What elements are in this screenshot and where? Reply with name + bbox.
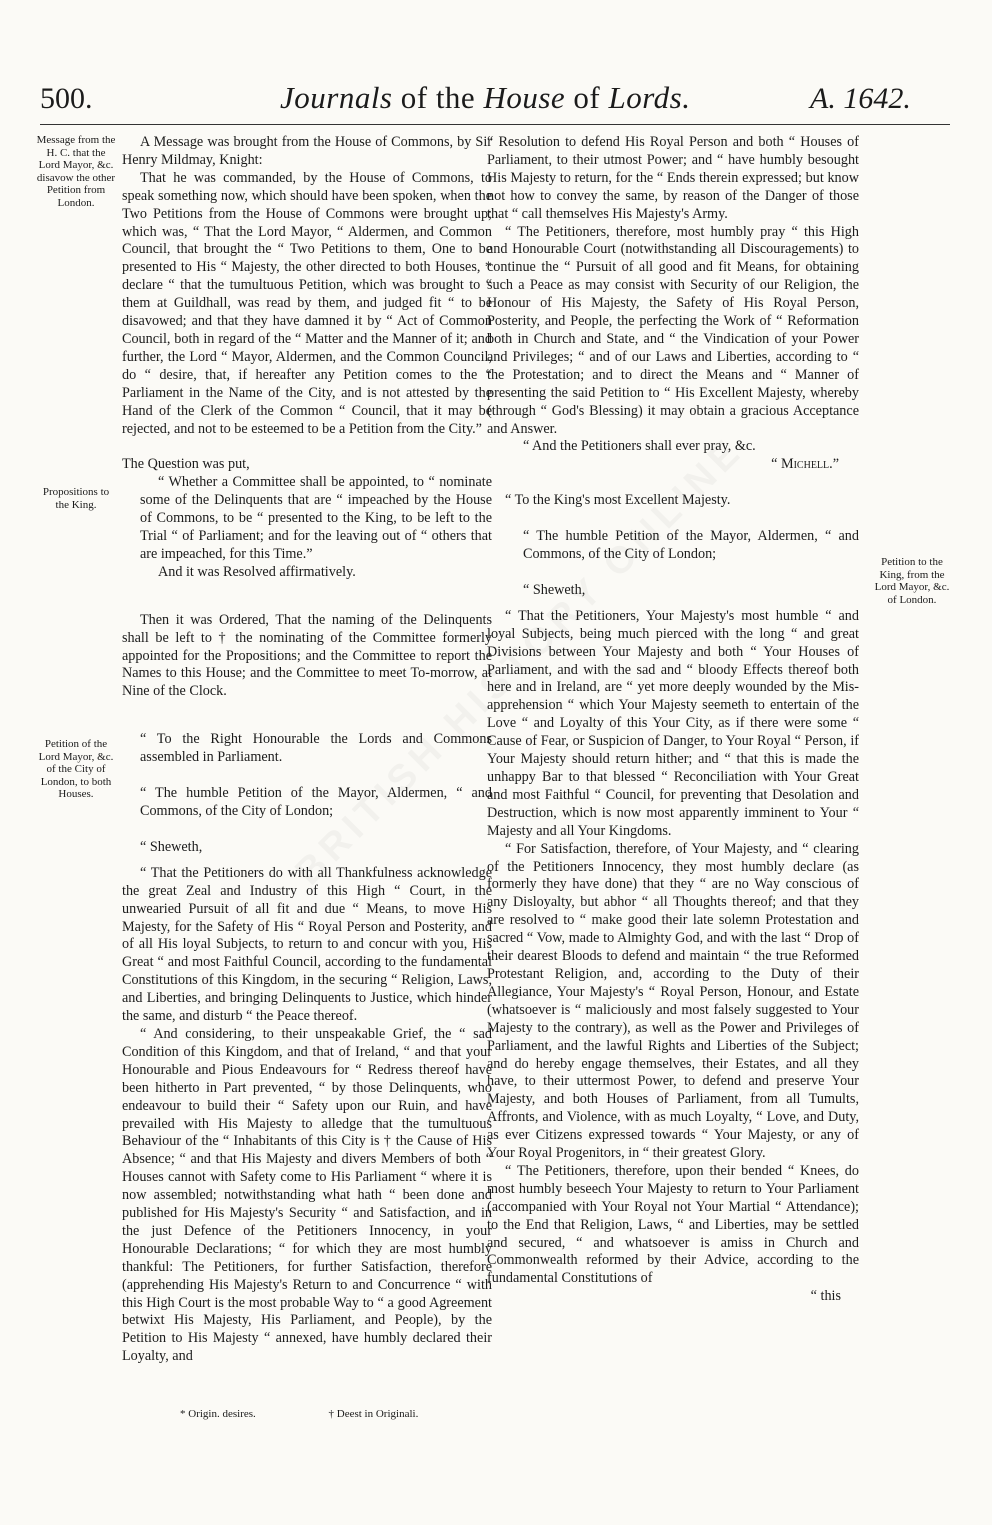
right-column [487,134,859,1306]
title-part: House [483,80,574,115]
catchword: “ this [810,1288,841,1305]
footnote: † Deest in Originali. [328,1408,419,1420]
header-rule [40,124,950,125]
left-column [122,134,492,1366]
margin-note-petition-king: Petition to the King, from the Lord Mayor, &c. of London. [874,556,950,606]
paragraph: “ That the Petitioners do with all Thankfulness acknowledge the great Zeal and Industry of this High “ Court, in the unwearied Pursuit of all fit and due “ Means, to move His Majesty, for the Safety of His “ Royal Person and Posterity, and of all His loyal Subjects, to return to and concur with you, His Great “ and most Faithful Council, according to the fundamental Constitutions of this Kingdom, in the securing “ Religion, Laws, and Liberties, and bringing Delinquents to Justice, which hinder the same, and disturb “ the Peace thereof. [122,864,492,1025]
paragraph: That he was commanded, by the House of Commons, to speak something now, which should have been spoken, when the Two Petitions from the House of Commons were brought up; which was, “ That the Lord Mayor, “ Aldermen, and Common Council, that brought the “ Two Petitions to them, One to be presented to His “ Majesty, the other directed to both Houses, * declare “ that the tumultuous Petition, which was brought to “ them at Guildhall, was read by them, and judged fit “ to be disavowed; and that they have damned it by “ Act of Common Council, both in regard of the “ Matter and the Manner of it; and further, the Lord “ Mayor, Aldermen, and the Common Council, do “ desire, that, if hereafter any Petition comes to the “ Parliament in the Name of the City, and is not attested by the Hand of the Clerk of the Common “ Council, that it may be rejected, and not to be esteemed to be a Petition from the City.” [122,169,492,437]
margin-note-petition-lords: Petition of the Lord Mayor, &c. of the City of London, to both Houses. [38,738,114,800]
paragraph: And it was Resolved affirmatively. [158,563,356,580]
paragraph: “ Resolution to defend His Royal Person and both “ Houses of Parliament, to their utmost Power; and “ have humbly besought His Majesty to return, for the “ Ends therein expressed; but know not how to convey the same, by reason of the Danger of those that “ call themselves His Majesty's Army. [487,134,859,222]
title-part: of the [400,80,484,115]
sheweth: “ Sheweth, [140,838,203,855]
paragraph: “ And considering, to their unspeakable Grief, the “ sad Condition of this Kingdom, and that of Ireland, “ and that your Honourable and Pious Endeavours for “ Redress thereof have been hitherto in Part prevented, “ by those Delinquents, who endeavour to build their “ Safety upon our Ruin, and have prevailed with His Majesty to alledge that the tumultuous Behaviour of the “ Inhabitants of this City is † the Cause of His Absence; “ and that His Majesty and divers Members of both “ Houses cannot with Safety come to His Parliament “ where it is now assembled; notwithstanding what hath “ been done and published for His Majesty's Security “ and Satisfaction, and in the just Defence of the Petitioners Innocency, in your Honourable Declarations; “ for which they are most humbly thankful: The Petitioners, for further Satisfaction, therefore (apprehending His Majesty's Return to and Concurrence “ with this High Court is the most probable Way to “ a good Agreement betwixt His Majesty, His Parliament, and People), by the Petition to His Majesty “ annexed, have humbly declared their Loyalty, and [122,1025,492,1365]
paragraph: “ That the Petitioners, Your Majesty's most humble “ and loyal Subjects, being much pierced with the long “ and great Divisions between Your Majesty and both “ Your Houses of Parliament, and with the sad and “ bloody Effects thereof both here and in Ireland, are “ yet more deeply wounded by the Mis-apprehension “ which Your Majesty seemeth to entertain of the Love “ and Loyalty of this Your City, as if there were some “ Cause of Fear, or Suspicion of Danger, to Your Royal “ Person, if Your Majesty should return hither; and “ that this is made the unhappy Bar to that blessed “ Reconciliation with Your Great and most Faithful “ Council, for preventing that Desolation and Destruction, which is now most apparently imminent to Your “ Majesty and all Your Kingdoms. [487,607,859,839]
address-line: “ To the King's most Excellent Majesty. [505,492,731,509]
footnote: * Origin. desires. [180,1408,256,1420]
signature: “ Michell.” [771,456,839,473]
sheweth: “ Sheweth, [523,581,586,598]
paragraph: “ Whether a Committee shall be appointed, to “ nominate some of the Delinquents that are “ impeached by the House of Commons, to be “ presented to the King, to be left to the Trial “ of Parliament; and for the leaving out of “ others that are impeached, for this Time.” [140,474,492,562]
margin-note-message: Message from the H. C. that the Lord Mayor, &c. disavow the other Petition from London. [36,134,116,209]
page-number: 500. [40,82,93,115]
footnotes [180,1408,488,1420]
title-part: Lords. [608,80,691,115]
margin-note-propositions: Propositions to the King. [42,486,110,511]
paragraph: “ And the Petitioners shall ever pray, &c. [523,438,756,455]
petition-title: “ The humble Petition of the Mayor, Aldermen, “ and Commons, of the City of London; [140,785,492,819]
paragraph: The Question was put, [122,456,250,473]
paragraph: Then it was Ordered, That the naming of the Delinquents shall be left to † the nominating of the Committee formerly appointed for the Propositions; and the Committee to report the Names to this House; and the Committee to meet To-morrow, at Nine of the Clock. [122,611,492,700]
title-part: of [573,80,609,115]
paragraph: “ The Petitioners, therefore, most humbly pray “ this High and Honourable Court (notwithstanding all Discouragements) to continue the “ Pursuit of all good and fit Means, for obtaining such a Peace as may consist with Security of our Religion, the Honour of His Majesty, the Safety of His Royal Person, Posterity, and People, the perfecting the Work of “ Reformation both in Church and State, and “ the Vindication of your Power and Privileges; “ and of our Laws and Liberties, according to “ the Protestation; and to direct the Means and “ Manner of presenting the said Petition to “ His Excellent Majesty, whereby (through “ God's Blessing) it may obtain a gracious Acceptance and Answer. [487,223,859,437]
paragraph: A Message was brought from the House of Commons, by Sir Henry Mildmay, Knight: [122,134,492,168]
title-part: Journals [280,80,401,115]
address-line: “ To the Right Honourable the Lords and Commons assembled in Parliament. [140,731,492,766]
paragraph: “ For Satisfaction, therefore, of Your Majesty, and “ clearing of the Petitioners Innocency, they most humbly declare (as formerly they have done) that they “ are no Way conscious of any Disloyalty, but abhor “ all Thoughts thereof; and that they are resolved to “ make good their late solemn Protestation and sacred “ Vow, made to Almighty God, and with the last “ Drop of their dearest Bloods to defend and maintain “ the true Reformed Protestant Religion, and, according to the Duty of their Allegiance, Your Majesty's “ Royal Person, Honour, and Estate (whatsoever is “ maliciously and most falsely suggested to Your Majesty to the contrary), as well as the Power and Privileges of Parliament, and the lawful Rights and Liberties of the Subject; and do hereby engage themselves, their Estates, and all they have, to their uttermost Power, to defend and preserve Your Majesty, and both Houses of Parliament, from all Tumults, Affronts, and Violence, with as much Loyalty, “ Love, and Duty, as ever Citizens expressed towards “ Your Majesty, or any of Your Royal Progenitors, in “ their greatest Glory. [487,840,859,1162]
paragraph: “ The Petitioners, therefore, upon their bended “ Knees, do most humbly beseech Your Majesty to return to Your Parliament (accompanied with Your Royal not Your Martial “ Attendance); to the End that Religion, Laws, “ and Liberties, may be settled and secured, “ and whatsoever is amiss in Church and Commonwealth reformed by their Advice, according to the fundamental Constitutions of [487,1162,859,1287]
petition-title: “ The humble Petition of the Mayor, Aldermen, “ and Commons, of the City of London; [523,528,859,563]
year-heading: A. 1642. [810,82,911,115]
running-title [280,80,690,116]
